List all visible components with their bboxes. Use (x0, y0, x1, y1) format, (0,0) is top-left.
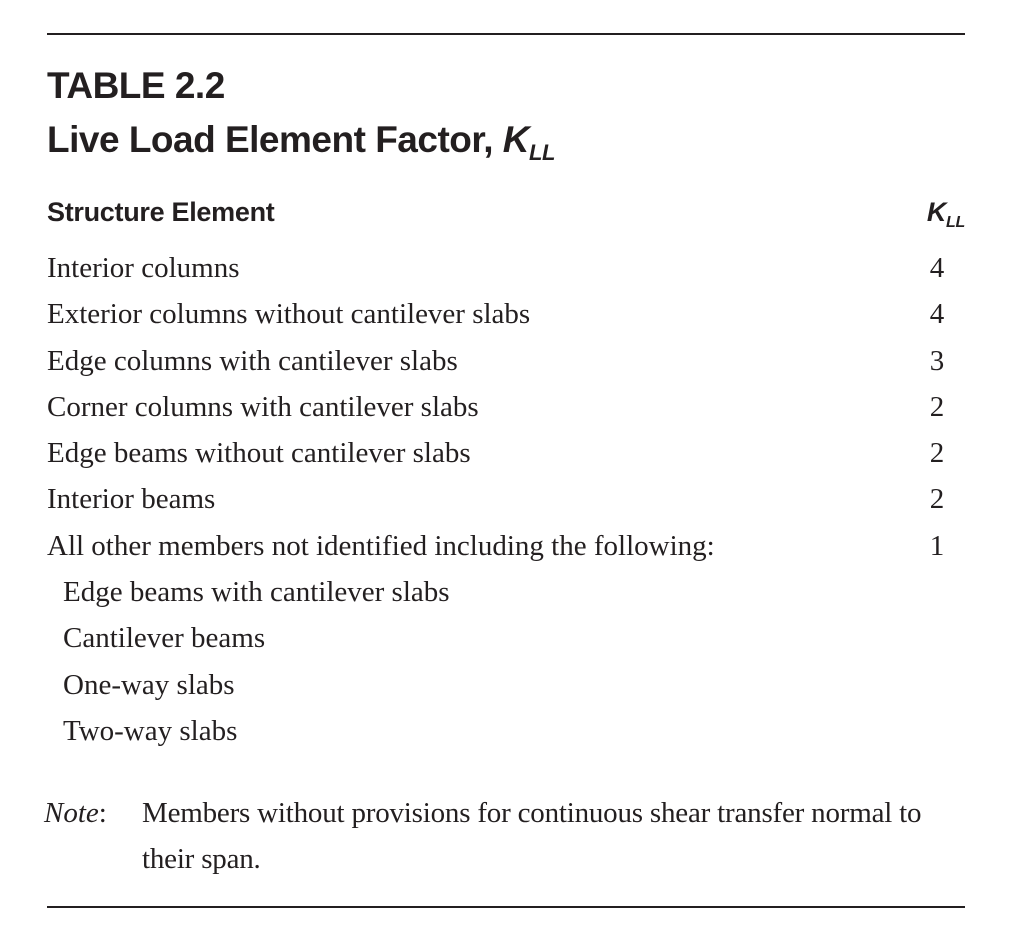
row-value: 1 (929, 529, 945, 562)
row-label: Interior beams (47, 483, 216, 516)
table-header-row (47, 192, 965, 232)
table-sub-item (47, 708, 965, 754)
row-label: Edge beams without cantilever slabs (47, 437, 471, 470)
bottom-rule (47, 906, 965, 908)
table-row (47, 384, 965, 430)
table-title-symbol-subscript: LL (529, 140, 555, 165)
table-row (47, 430, 965, 476)
column-header-factor-subscript: LL (946, 214, 965, 231)
sub-item-label: Edge beams with cantilever slabs (63, 576, 450, 609)
row-value: 4 (929, 298, 945, 331)
table-title-symbol: K (502, 119, 530, 160)
table-title (47, 116, 555, 164)
table-row (47, 476, 965, 522)
row-value: 2 (929, 483, 945, 516)
table-row (47, 338, 965, 384)
sub-item-label: Cantilever beams (63, 622, 266, 655)
row-label: Edge columns with cantilever slabs (47, 344, 458, 377)
column-header-factor (927, 192, 965, 232)
note-label-colon: : (98, 797, 107, 829)
table-sub-item (47, 615, 965, 661)
table-row (47, 245, 965, 291)
note-label (44, 790, 107, 836)
table-sub-item (47, 662, 965, 708)
row-value: 2 (929, 390, 945, 423)
row-value: 2 (929, 437, 945, 470)
note-text: Members without provisions for continuous shear transfer normal to their span. (142, 797, 922, 875)
row-value: 4 (929, 252, 945, 284)
row-label: Interior columns (47, 252, 240, 284)
row-label: Exterior columns without cantilever slabs (47, 298, 531, 331)
table-sub-item (47, 569, 965, 615)
column-header-factor-symbol: K (926, 197, 947, 227)
table-number: TABLE 2.2 (47, 65, 225, 106)
column-header-structure-element: Structure Element (47, 197, 275, 227)
row-label: Corner columns with cantilever slabs (47, 390, 479, 423)
row-label: All other members not identified including the following: (47, 529, 715, 562)
row-value: 3 (929, 344, 945, 377)
top-rule (47, 33, 965, 35)
table-row (47, 291, 965, 337)
table-row (47, 523, 965, 569)
sub-item-label: Two-way slabs (63, 714, 238, 747)
table-title-text: Live Load Element Factor, (47, 119, 503, 160)
sub-item-label: One-way slabs (63, 668, 235, 701)
note-label-text: Note (44, 797, 99, 829)
table-body (47, 245, 965, 754)
